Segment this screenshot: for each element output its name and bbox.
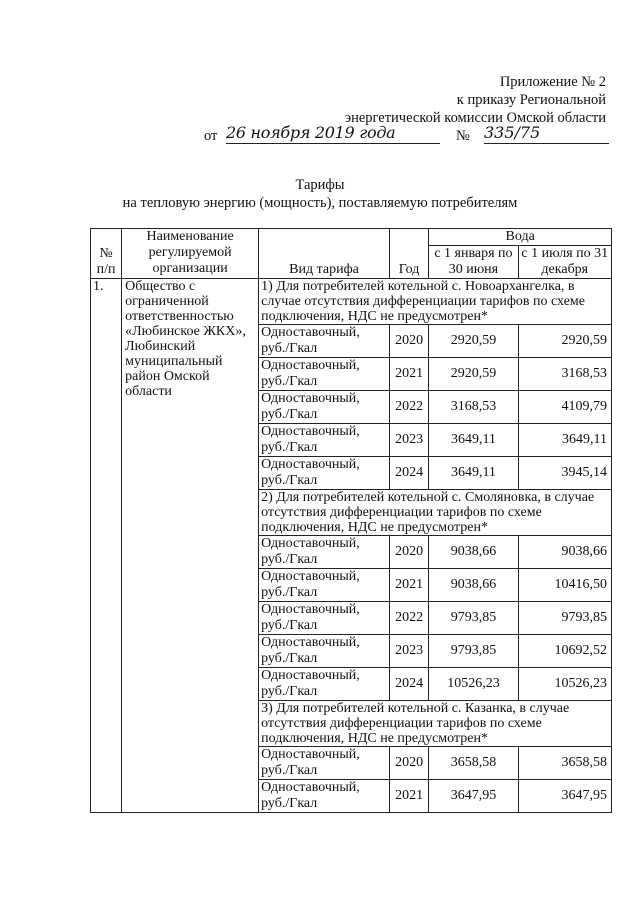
header-no: № п/п (91, 229, 122, 279)
tariff-type-cell: Одноставочный, руб./Гкал (259, 325, 390, 358)
tariff-type-cell: Одноставочный, руб./Гкал (259, 424, 390, 457)
value-period-1-cell: 3168,53 (429, 391, 518, 424)
value-period-1-cell: 10526,23 (429, 668, 518, 701)
appendix-line: энергетической комиссии Омской области (344, 110, 606, 126)
value-period-2-cell: 3658,58 (518, 747, 611, 780)
year-cell: 2020 (389, 536, 428, 569)
section-row (91, 279, 612, 325)
section-title: 1) Для потребителей котельной с. Новоархангелка, в случае отсутствия дифференциации тарифов по схеме подключения, НДС не предусмотрен* (259, 279, 612, 325)
tariff-type-cell: Одноставочный, руб./Гкал (259, 358, 390, 391)
appendix-line: Приложение № 2 (499, 74, 606, 90)
order-date-handwritten: 26 ноября 2019 года (226, 123, 440, 144)
value-period-2-cell: 3647,95 (518, 780, 611, 813)
header-year: Год (389, 229, 428, 279)
value-period-2-cell: 9038,66 (518, 536, 611, 569)
header-water: Вода (429, 229, 612, 246)
header-period-1: с 1 января по 30 июня (429, 246, 518, 279)
tariff-type-cell: Одноставочный, руб./Гкал (259, 635, 390, 668)
value-period-2-cell: 10416,50 (518, 569, 611, 602)
value-period-1-cell: 9793,85 (429, 602, 518, 635)
tariff-type-cell: Одноставочный, руб./Гкал (259, 668, 390, 701)
title-line-2: на тепловую энергию (мощность), поставляемую потребителям (122, 195, 518, 211)
year-cell: 2022 (389, 602, 428, 635)
tariff-type-cell: Одноставочный, руб./Гкал (259, 780, 390, 813)
value-period-2-cell: 3945,14 (518, 457, 611, 490)
header-tariff-type: Вид тарифа (259, 229, 390, 279)
tariff-type-cell: Одноставочный, руб./Гкал (259, 747, 390, 780)
value-period-2-cell: 3649,11 (518, 424, 611, 457)
tariff-type-cell: Одноставочный, руб./Гкал (259, 602, 390, 635)
title-line-1: Тарифы (295, 177, 345, 193)
value-period-1-cell: 2920,59 (429, 358, 518, 391)
year-cell: 2024 (389, 457, 428, 490)
order-number-label: № (456, 128, 470, 144)
year-cell: 2021 (389, 569, 428, 602)
year-cell: 2020 (389, 747, 428, 780)
tariff-type-cell: Одноставочный, руб./Гкал (259, 569, 390, 602)
tariff-table (90, 228, 612, 813)
document-title (0, 176, 640, 212)
header-organization: Наименование регулируемой организации (122, 229, 259, 279)
value-period-2-cell: 4109,79 (518, 391, 611, 424)
value-period-1-cell: 3649,11 (429, 457, 518, 490)
header-period-2: с 1 июля по 31 декабря (518, 246, 611, 279)
year-cell: 2024 (389, 668, 428, 701)
value-period-1-cell: 9038,66 (429, 569, 518, 602)
year-cell: 2021 (389, 358, 428, 391)
order-number-handwritten: 335/75 (484, 123, 609, 144)
year-cell: 2022 (389, 391, 428, 424)
value-period-1-cell: 9038,66 (429, 536, 518, 569)
tariff-type-cell: Одноставочный, руб./Гкал (259, 536, 390, 569)
value-period-1-cell: 3658,58 (429, 747, 518, 780)
value-period-2-cell: 10526,23 (518, 668, 611, 701)
section-title: 2) Для потребителей котельной с. Смоляновка, в случае отсутствия дифференциации тарифов по схеме подключения, НДС не предусмотрен* (259, 490, 612, 536)
value-period-1-cell: 3649,11 (429, 424, 518, 457)
year-cell: 2020 (389, 325, 428, 358)
year-cell: 2021 (389, 780, 428, 813)
order-reference (204, 123, 609, 150)
year-cell: 2023 (389, 424, 428, 457)
value-period-2-cell: 3168,53 (518, 358, 611, 391)
value-period-1-cell: 2920,59 (429, 325, 518, 358)
row-number: 1. (91, 279, 122, 813)
tariff-type-cell: Одноставочный, руб./Гкал (259, 391, 390, 424)
value-period-2-cell: 9793,85 (518, 602, 611, 635)
appendix-line: к приказу Региональной (456, 92, 606, 108)
value-period-1-cell: 3647,95 (429, 780, 518, 813)
section-title: 3) Для потребителей котельной с. Казанка, в случае отсутствия дифференциации тарифов по схеме подключения, НДС не предусмотрен* (259, 701, 612, 747)
year-cell: 2023 (389, 635, 428, 668)
appendix-block (306, 73, 606, 127)
value-period-1-cell: 9793,85 (429, 635, 518, 668)
value-period-2-cell: 2920,59 (518, 325, 611, 358)
organization-name: Общество с ограниченной ответственностью «Любинское ЖКХ», Любинский муниципальный район Омской области (122, 279, 259, 813)
tariff-table-body (91, 279, 612, 813)
value-period-2-cell: 10692,52 (518, 635, 611, 668)
order-from-label: от (204, 128, 218, 144)
tariff-type-cell: Одноставочный, руб./Гкал (259, 457, 390, 490)
